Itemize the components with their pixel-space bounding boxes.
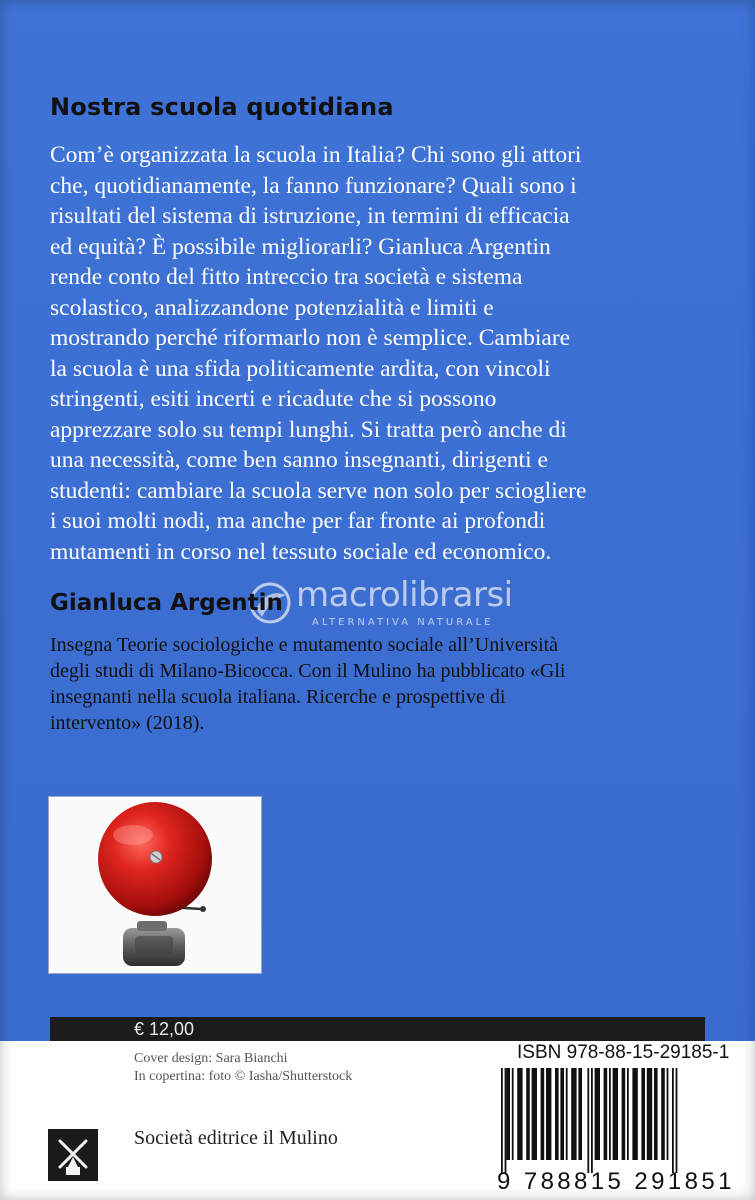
barcode-bar — [555, 1068, 559, 1160]
photo-credit: In copertina: foto © Iasha/Shutterstock — [134, 1069, 353, 1084]
watermark-name: macrolibrarsi — [296, 575, 513, 615]
description-line: mostrando perché riformarlo non è semplice. Cambiare — [50, 325, 571, 351]
watermark-tagline: ALTERNATIVA NATURALE — [312, 617, 494, 628]
windmill-icon — [48, 1129, 98, 1181]
barcode-bar — [512, 1068, 514, 1160]
barcode-bar — [641, 1068, 645, 1160]
barcode-bar — [609, 1068, 611, 1160]
barcode-bar — [627, 1068, 629, 1160]
description-line: una necessità, come ben sanno insegnanti, dirigenti e — [50, 447, 548, 473]
barcode-bar — [560, 1068, 564, 1160]
isbn-label: ISBN 978-88-15-29185-1 — [517, 1042, 730, 1063]
barcode-bar — [676, 1068, 678, 1173]
barcode-bar — [672, 1068, 674, 1173]
barcode-bar — [505, 1068, 507, 1173]
barcode-bar — [546, 1068, 551, 1160]
barcode-bar — [571, 1068, 576, 1160]
description-line: apprezzare solo su tempi lunghi. Si tratta però anche di — [50, 416, 567, 443]
barcode-bar — [667, 1068, 669, 1160]
description-line: rende conto del fitto intreccio tra società e sistema — [50, 264, 523, 290]
description-line: risultati del sistema di istruzione, in termini di efficacia — [50, 203, 570, 229]
barcode-bar — [591, 1068, 593, 1173]
description-line: i suoi molti nodi, ma anche per far fronte ai profondi — [50, 508, 546, 534]
barcode-block — [487, 1042, 735, 1195]
barcode — [487, 1068, 705, 1173]
price: € 12,00 — [134, 1019, 195, 1039]
price-bar — [50, 1017, 705, 1041]
cover-design-credit: Cover design: Sara Bianchi — [134, 1051, 288, 1066]
author-name: Gianluca Argentin — [50, 590, 283, 616]
description-line: stringenti, esiti incerti e ricadute che si possono — [50, 386, 497, 412]
publisher-name: Società editrice il Mulino — [134, 1127, 338, 1149]
watermark — [246, 577, 536, 639]
barcode-bar — [654, 1068, 658, 1160]
barcode-bar — [517, 1068, 522, 1160]
book-description — [50, 140, 710, 567]
description-line: ed equità? È possibile migliorarli? Gianluca Argentin — [50, 233, 551, 260]
barcode-bar — [604, 1068, 608, 1160]
barcode-number: 9 788815 291851 — [497, 1168, 735, 1195]
barcode-bar — [622, 1068, 626, 1160]
book-title: Nostra scuola quotidiana — [50, 93, 394, 121]
description-line: mutamenti in corso nel tessuto sociale ed economico. — [50, 538, 552, 565]
bio-line: insegnanti nella scuola italiana. Ricerche e prospettive di — [50, 686, 506, 708]
bio-line: degli studi di Milano-Bicocca. Con il Mulino ha pubblicato «Gli — [50, 660, 566, 682]
bio-line: intervento» (2018). — [50, 712, 205, 734]
description-line: studenti: cambiare la scuola serve non solo per sciogliere — [50, 477, 587, 504]
barcode-bar — [595, 1068, 600, 1160]
barcode-bar — [506, 1068, 510, 1160]
description-line: che, quotidianamente, la fanno funzionare? Quali sono i — [50, 172, 577, 199]
barcode-bar — [578, 1068, 582, 1160]
barcode-bar — [532, 1068, 537, 1160]
barcode-bar — [613, 1068, 618, 1160]
description-line: scolastico, analizzandone potenzialità e limiti e — [50, 294, 494, 321]
cover-image-frame — [48, 796, 262, 974]
barcode-bar — [526, 1068, 530, 1160]
description-line: la scuola è una sfida politicamente ardita, con vincoli — [50, 355, 551, 382]
barcode-bar — [587, 1068, 589, 1173]
author-bio — [50, 632, 720, 736]
barcode-bar — [566, 1068, 568, 1160]
school-bell-icon — [49, 797, 261, 973]
barcode-bar — [632, 1068, 637, 1160]
barcode-bar — [647, 1068, 652, 1160]
barcode-bar — [501, 1068, 503, 1173]
barcode-bar — [541, 1068, 545, 1160]
barcode-bar — [661, 1068, 665, 1160]
bio-line: Insegna Teorie sociologiche e mutamento sociale all’Università — [50, 634, 559, 656]
description-line: Com’è organizzata la scuola in Italia? Chi sono gli attori — [50, 142, 582, 168]
